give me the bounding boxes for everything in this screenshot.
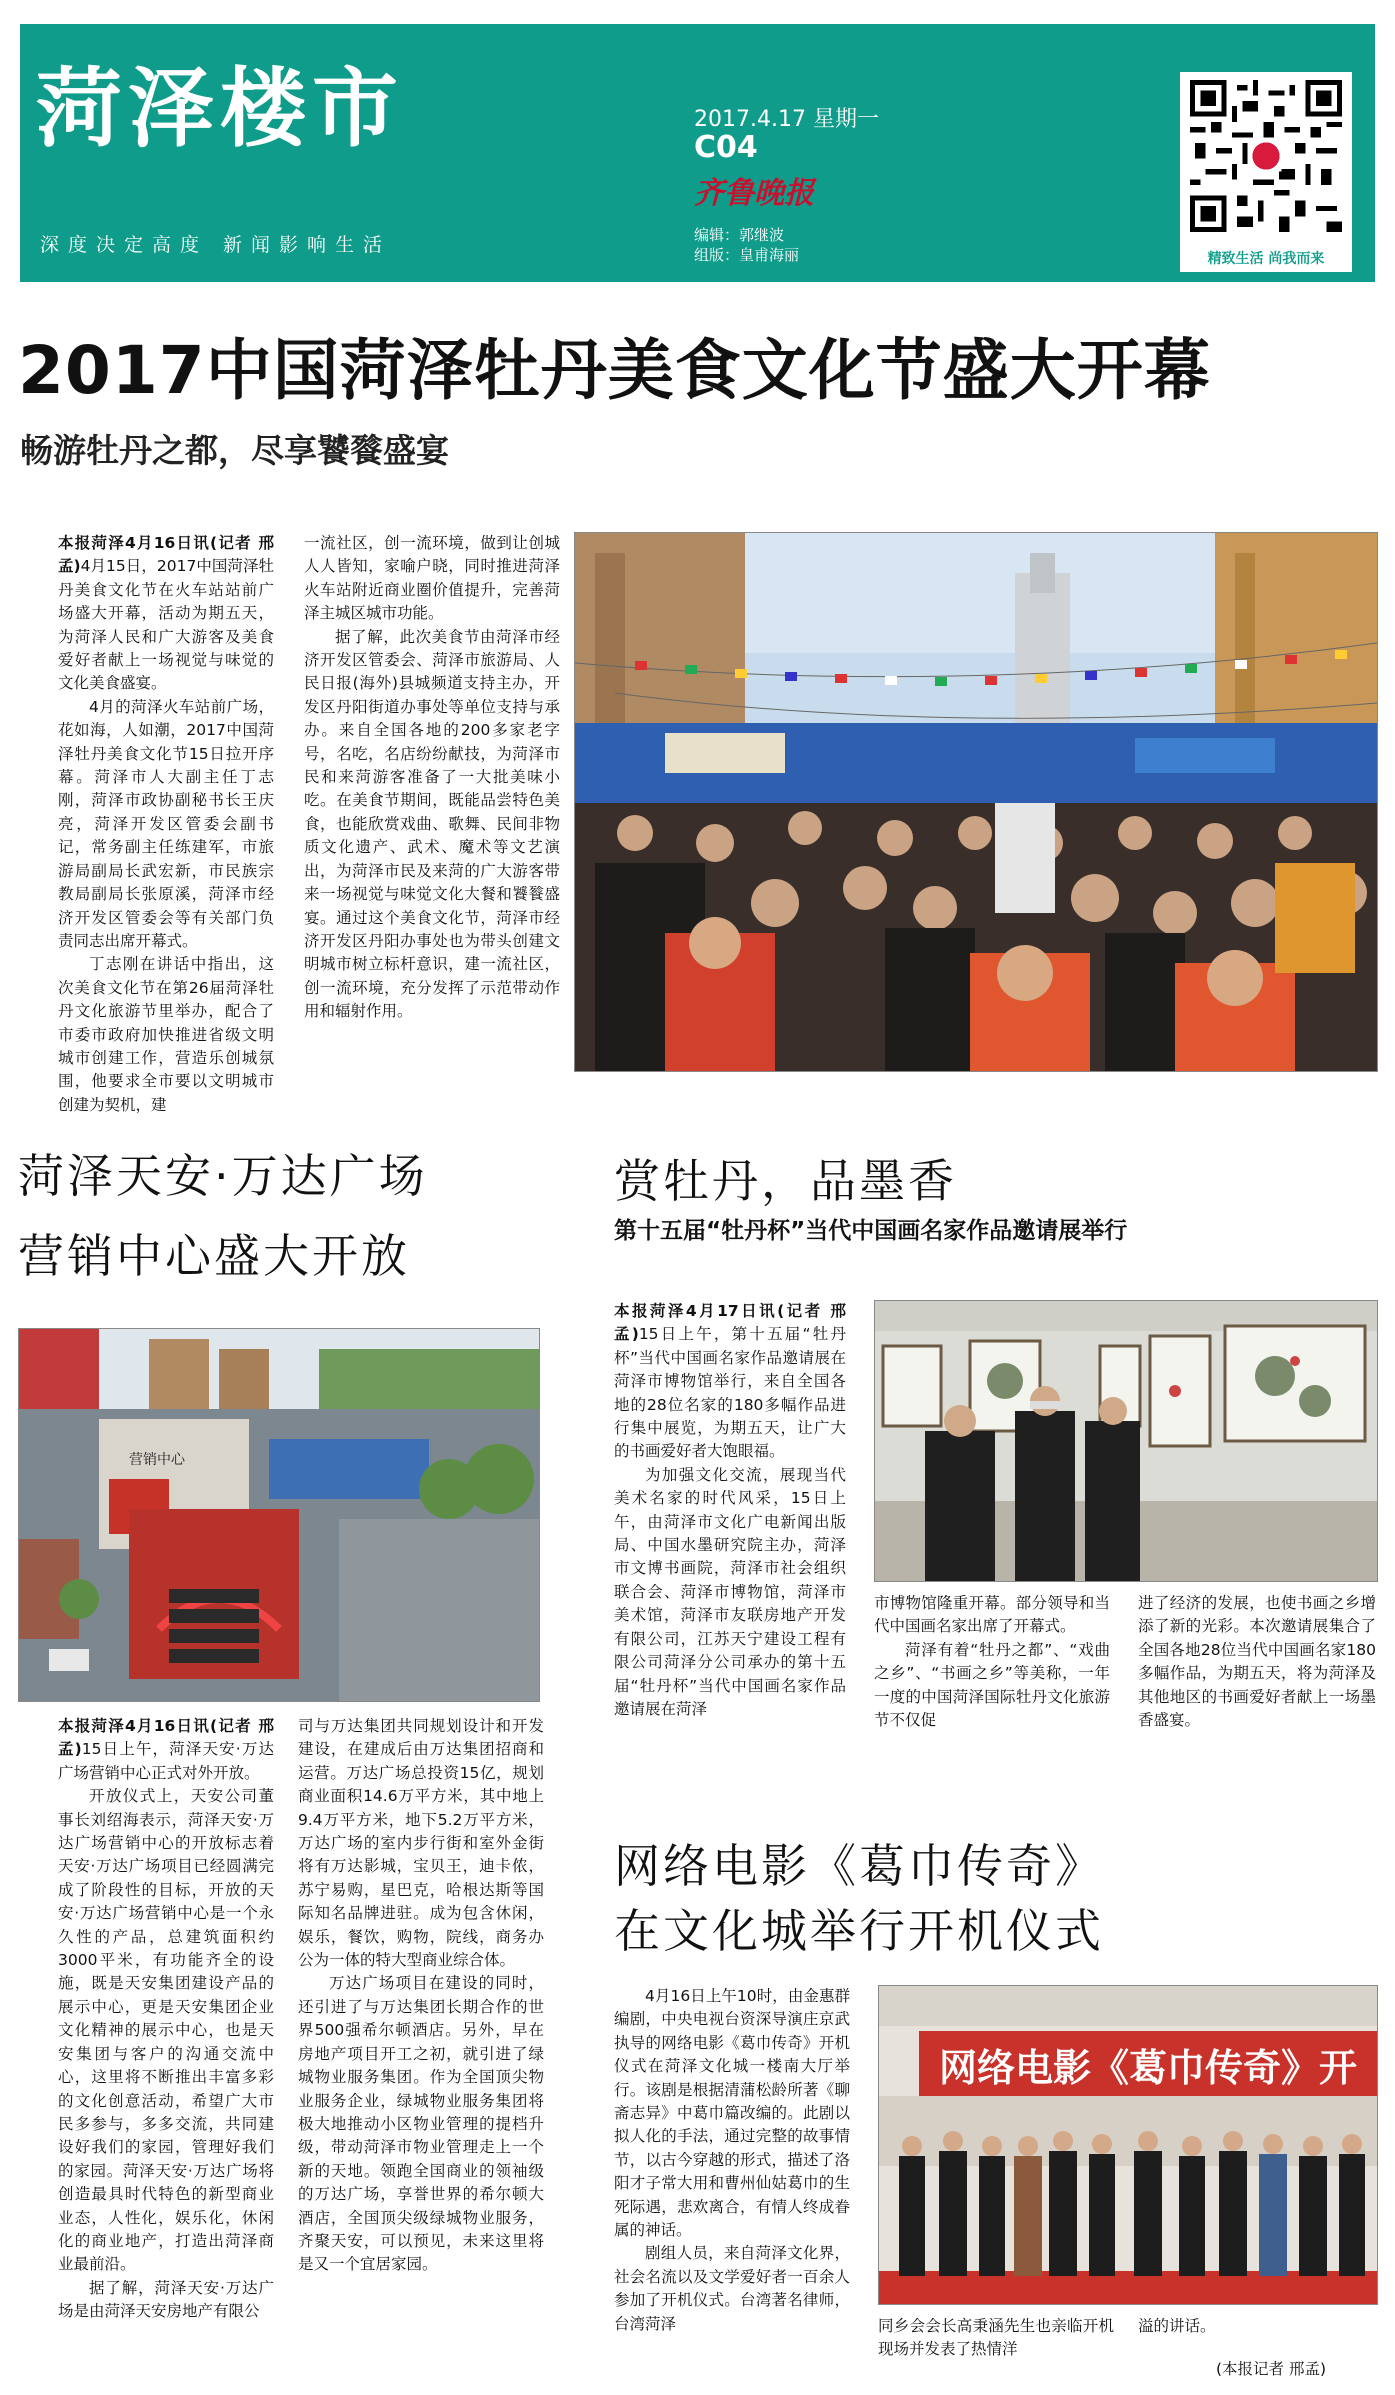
film-ceremony-photo — [878, 1985, 1378, 2305]
article1-paragraph: 丁志刚在讲话中指出，这次美食文化节在第26届菏泽牡丹文化旅游节里举办，配合了市委市政府加快推进省级文明城市创建工作，营造乐创城氛围，他要求全市要以文明城市创建为契机，建 — [58, 955, 274, 1114]
article2-paragraph: 开放仪式上，天安公司董事长刘绍海表示，菏泽天安·万达广场营销中心的开放标志着天安·万达广场项目已经圆满完成了阶段性的目标，开放的天安·万达广场营销中心是一个永久性的产品，总建筑面积约3000平米，有功能齐全的设施，既是天安集团建设产品的展示中心，更是天安集团企业文化精神的展示中心，也是天安集团与客户的沟通交流中心，这里将不断推出丰富多彩的文化创意活动，希望广大市民多参与，多多交流，共同建设好我们的家园，管理好我们的家园。菏泽天安·万达广场将创造最具时代特色的新型商业业态，人性化，娱乐化，休闲化的商业地产，打造出菏泽商业最前沿。 — [58, 1787, 274, 2274]
editor-name: 编辑：郭继波 — [694, 226, 785, 244]
qr-caption: 精致生活 尚我而来 — [1207, 251, 1325, 267]
editor-credits — [694, 225, 799, 265]
article1-column1 — [58, 532, 274, 1114]
article2-headline-line2: 营销中心盛大开放 — [18, 1229, 410, 1283]
article1-column2 — [304, 532, 560, 1072]
article4-column1 — [614, 1985, 850, 2385]
article1-paragraph: 一流社区，创一流环境，做到让创城人人皆知，家喻户晓，同时推进菏泽火车站附近商业圈价值提升，完善菏泽主城区城市功能。 — [304, 534, 560, 623]
article1-paragraph: 4月的菏泽火车站前广场，花如海，人如潮，2017中国菏泽牡丹美食文化节15日拉开序幕。菏泽市人大副主任丁志刚，菏泽市政协副秘书长王庆亮，菏泽开发区管委会副书记，常务副主任练建军，市旅游局副局长武宏新，市民族宗教局副局长张原溪，菏泽市经济开发区管委会等有关部门负责同志出席开幕式。 — [58, 697, 274, 950]
article2-paragraph: 万达广场项目在建设的同时，还引进了与万达集团长期合作的世界500强希尔顿酒店。另外，早在房地产项目开工之初，就引进了绿城物业服务集团。作为全国顶尖物业服务企业，绿城物业服务集团将极大地推动小区物业管理的提档升级，带动菏泽市物业管理走上一个新的天地。领跑全国商业的领袖级的万达广场，享誉世界的希尔顿大酒店，全国顶尖级绿城物业服务，齐聚天安，可以预见，未来这里将是又一个宜居家园。 — [298, 1974, 544, 2274]
article3-paragraph: 进了经济的发展，也使书画之乡增添了新的光彩。本次邀请展集合了全国各地28位当代中国画名家180多幅作品，为期五天，将为菏泽及其他地区的书画爱好者献上一场墨香盛宴。 — [1138, 1594, 1376, 1730]
article1-headline: 2017中国菏泽牡丹美食文化节盛大开幕 — [18, 332, 1211, 409]
wanda-sales-center-photo — [18, 1328, 540, 1702]
article2-headline-line1: 菏泽天安·万达广场 — [18, 1149, 428, 1203]
art-exhibition-photo — [874, 1300, 1378, 1582]
article3-column-c — [1138, 1592, 1376, 1777]
article4-paragraph: 同乡会会长高秉涵先生也亲临开机现场并发表了热情洋 — [878, 2317, 1114, 2359]
qr-code-icon[interactable] — [1190, 80, 1342, 232]
article1-subhead: 畅游牡丹之都，尽享饕餮盛宴 — [20, 431, 449, 470]
article4-paragraph: 溢的讲话。 — [1138, 2317, 1216, 2335]
article3-subhead: 第十五届“牡丹杯”当代中国画名家作品邀请展举行 — [614, 1218, 1128, 1244]
article2-dateline: 本报菏泽4月16日讯(记者 邢孟) — [58, 1717, 274, 1759]
food-festival-photo — [574, 532, 1378, 1072]
article3-paragraph: 市博物馆隆重开幕。部分领导和当代中国画名家出席了开幕式。 — [874, 1594, 1110, 1636]
article4-paragraph: 剧组人员，来自菏泽文化界，社会名流以及文学爱好者一百余人参加了开机仪式。台湾著名律师，台湾菏泽 — [614, 2244, 850, 2333]
article2-paragraph: 15日上午，菏泽天安·万达广场营销中心正式对外开放。 — [58, 1740, 274, 1782]
article3-paragraph: 为加强文化交流，展现当代美术名家的时代风采，15日上午，由菏泽市文化广电新闻出版局、中国水墨研究院主办，菏泽市文博书画院，菏泽市社会组织联合会、菏泽市博物馆，菏泽市美术馆，菏泽市友联房地产开发有限公司，江苏天宁建设工程有限公司菏泽分公司承办的第十五届“牡丹杯”当代中国画名家作品邀请展在菏泽 — [614, 1465, 846, 1718]
page-number: C04 — [694, 130, 758, 165]
article1-paragraph: 据了解，此次美食节由菏泽市经济开发区管委会、菏泽市旅游局、人民日报(海外)县城频道支持主办，开发区丹阳街道办事处等单位支持与承办。来自全国各地的200多家老字号，名吃，名店纷纷献技，为菏泽市民和来菏游客准备了一大批美味小吃。在美食节期间，既能品尝特色美食，也能欣赏戏曲、歌舞、民间非物质文化遗产、武术、魔术等文艺演出，为菏泽市民及来菏的广大游客带来一场视觉与味觉文化大餐和饕餮盛宴。通过这个美食文化节，菏泽市经济开发区丹阳办事处也为带头创建文明城市树立标杆意识，建一流社区，创一流环境，充分发挥了示范带动作用和辐射作用。 — [304, 627, 560, 1021]
article4-credit: (本报记者 邢孟) — [1216, 2360, 1327, 2378]
masthead-slogan: 深度决定高度 新闻影响生活 — [40, 234, 392, 256]
article3-paragraph: 菏泽有着“牡丹之都”、“戏曲之乡”、“书画之乡”等美称，一年一度的中国菏泽国际牡丹文化旅游节不仅促 — [874, 1640, 1110, 1730]
article3-column-a — [614, 1300, 846, 1765]
newspaper-logo: 齐鲁晚报 — [694, 176, 814, 211]
article1-dateline: 本报菏泽4月16日讯(记者 邢孟) — [58, 534, 274, 576]
layout-editor-name: 组版：皇甫海丽 — [694, 246, 800, 264]
sales-center-sign: 营销中心 — [129, 1452, 185, 1468]
article2-paragraph: 据了解，菏泽天安·万达广场是由菏泽天安房地产有限公 — [58, 2278, 274, 2321]
article3-column-b — [874, 1592, 1110, 1777]
masthead-title: 菏泽楼市 — [36, 59, 404, 159]
article4-paragraph: 4月16日上午10时，由金惠群编剧，中央电视台资深导演庄京武执导的网络电影《葛巾传奇》开机仪式在菏泽文化城一楼南大厅举行。该剧是根据清蒲松龄所著《聊斋志异》中葛巾篇改编的。此剧以拟人化的手法，通过完整的故事情节，以古今穿越的形式，描述了洛阳才子常大用和曹州仙姑葛巾的生死际遇，悲欢离合，有情人终成眷属的神话。 — [614, 1987, 850, 2240]
article3-headline: 赏牡丹，品墨香 — [614, 1154, 957, 1208]
article2-paragraph: 司与万达集团共同规划设计和开发建设，在建成后由万达集团招商和运营。万达广场总投资15亿，规划商业面积14.6万平方米，其中地上9.4万平方米，地下5.2万平方米，万达广场的室内步行街和室外金街将有万达影城，宝贝王，迪卡侬，苏宁易购，星巴克，哈根达斯等国际知名品牌进驻。成为包含休闲，娱乐，餐饮，购物，院线，商务办公为一体的特大型商业综合体。 — [298, 1717, 544, 1970]
article2-column2 — [298, 1715, 544, 2390]
article2-column1 — [58, 1715, 274, 2390]
article4-column2 — [878, 2315, 1114, 2385]
article4-column3 — [1138, 2315, 1376, 2355]
article1-paragraph: 4月15日，2017中国菏泽牡丹美食文化节在火车站站前广场盛大开幕，活动为期五天，为菏泽人民和广大游客及美食爱好者献上一场视觉与味觉的文化美食盛宴。 — [58, 557, 274, 693]
ceremony-banner: 网络电影《葛巾传奇》开 — [939, 2046, 1358, 2090]
issue-date: 2017.4.17 星期一 — [694, 107, 879, 132]
article3-dateline: 本报菏泽4月17日讯(记者 邢孟) — [614, 1302, 846, 1344]
article4-headline-line1: 网络电影《葛巾传奇》 — [614, 1839, 1104, 1893]
article4-headline-line2: 在文化城举行开机仪式 — [614, 1904, 1104, 1958]
article3-paragraph: 15日上午，第十五届“牡丹杯”当代中国画名家作品邀请展在菏泽市博物馆举行，来自全国各地的28位名家的180多幅作品进行集中展览，为期五天，让广大的书画爱好者大饱眼福。 — [614, 1325, 846, 1461]
